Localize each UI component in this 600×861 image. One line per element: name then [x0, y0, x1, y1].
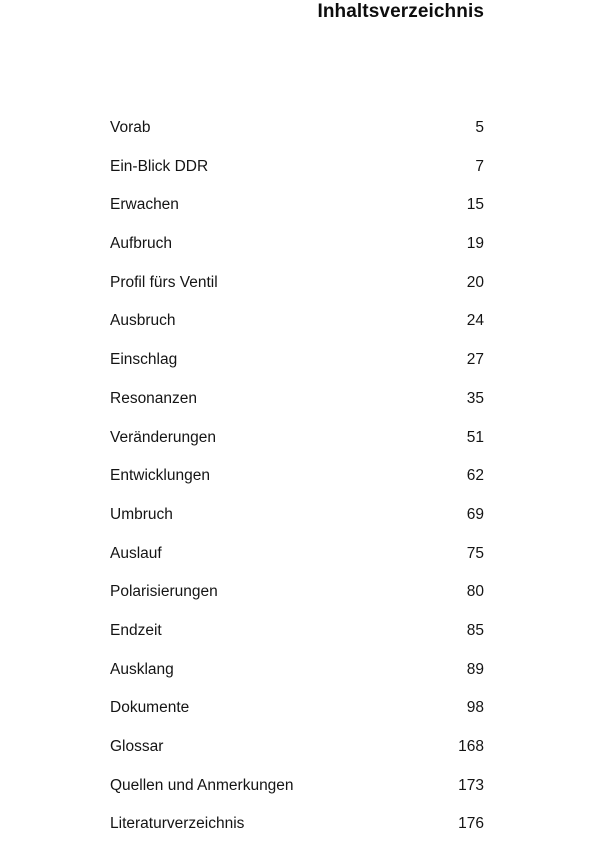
toc-entry-page-number: 35 [466, 389, 484, 407]
toc-entry-page-number: 173 [458, 776, 484, 794]
toc-entry-page-number: 98 [466, 699, 484, 717]
toc-entry-label: Auslauf [110, 544, 162, 562]
toc-entry-page-number: 168 [458, 738, 484, 755]
toc-entry-page-number: 75 [466, 544, 484, 562]
toc-entry-label: Ausklang [110, 660, 174, 678]
toc-entry-label: Entwicklungen [110, 467, 210, 485]
toc-entry [110, 813, 484, 852]
toc-entry-label: Veränderungen [110, 428, 217, 446]
toc-entry-page-number: 19 [466, 235, 484, 253]
toc-entry-label: Ausbruch [110, 312, 176, 330]
toc-entry [110, 233, 484, 272]
toc-entry [110, 310, 484, 349]
toc-entry [110, 117, 484, 156]
toc-entry-page-number: 62 [466, 467, 484, 485]
toc-entry-label: Vorab [110, 119, 151, 136]
toc-entry [110, 349, 484, 388]
toc-entry-label: Dokumente [110, 699, 190, 717]
toc-entry [110, 697, 484, 736]
toc-entry [110, 465, 484, 504]
toc-entry-page-number: 80 [466, 583, 484, 601]
toc-entry-page-number: 5 [475, 119, 484, 136]
table-of-contents [110, 117, 484, 852]
toc-entry [110, 543, 484, 582]
toc-entry [110, 581, 484, 620]
page-title: Inhaltsverzeichnis [317, 1, 484, 22]
toc-entry-label: Resonanzen [110, 389, 198, 407]
toc-entry-page-number: 69 [466, 505, 484, 523]
toc-entry [110, 194, 484, 233]
toc-entry [110, 736, 484, 775]
toc-entry-page-number: 24 [466, 312, 484, 330]
toc-entry-label: Glossar [110, 738, 164, 755]
toc-entry-label: Endzeit [110, 621, 162, 639]
toc-entry [110, 427, 484, 466]
toc-entry [110, 504, 484, 543]
toc-entry-page-number: 51 [466, 428, 484, 446]
toc-entry-label: Profil fürs Ventil [110, 273, 218, 291]
toc-entry-page-number: 20 [466, 273, 484, 291]
toc-entry [110, 775, 484, 814]
toc-entry-page-number: 7 [475, 157, 484, 175]
toc-entry-label: Ein-Blick DDR [110, 157, 209, 175]
toc-entry-page-number: 89 [466, 660, 484, 678]
toc-entry-page-number: 27 [466, 351, 484, 369]
toc-entry [110, 620, 484, 659]
toc-entry-label: Aufbruch [110, 235, 173, 253]
toc-entry-label: Einschlag [110, 351, 178, 369]
toc-entry [110, 659, 484, 698]
toc-entry [110, 388, 484, 427]
toc-entry-label: Quellen und Anmerkungen [110, 776, 294, 794]
toc-entry [110, 156, 484, 195]
toc-entry [110, 272, 484, 311]
toc-entry-page-number: 176 [458, 815, 484, 833]
toc-entry-label: Literaturverzeichnis [110, 815, 245, 833]
toc-entry-page-number: 85 [466, 621, 484, 639]
toc-entry-label: Polarisierungen [110, 583, 218, 601]
toc-entry-page-number: 15 [466, 196, 484, 214]
toc-entry-label: Erwachen [110, 196, 179, 214]
toc-entry-label: Umbruch [110, 505, 173, 523]
